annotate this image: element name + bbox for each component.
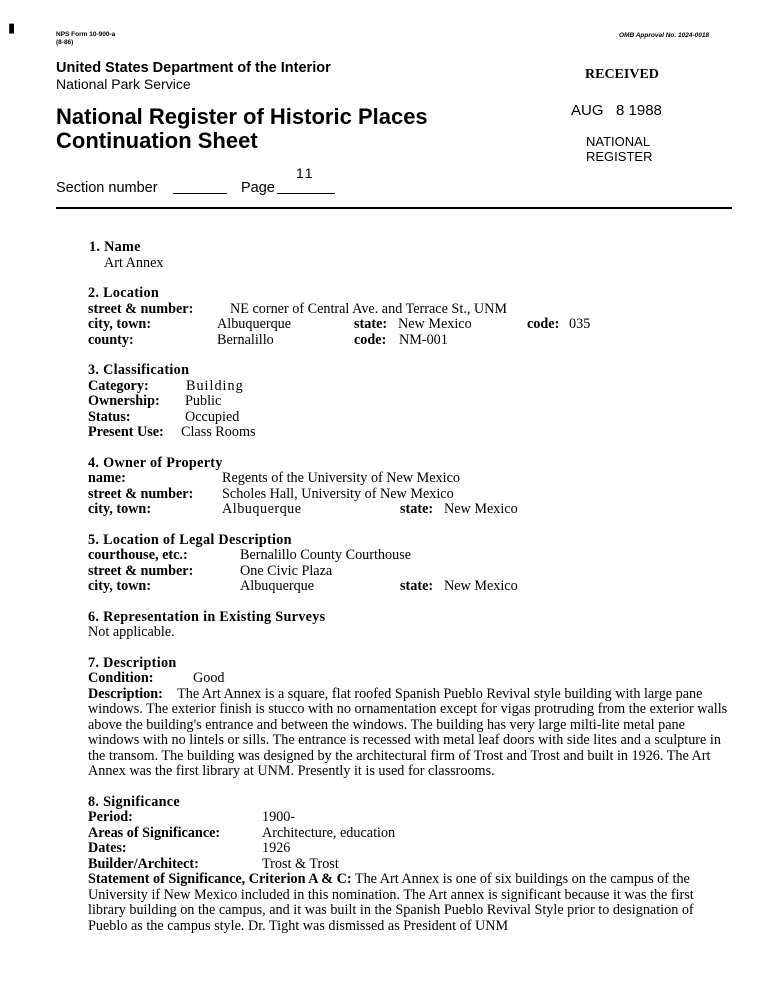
- section-3-heading: 3. Classification: [88, 362, 190, 378]
- category-value: Building: [186, 377, 244, 394]
- owner-name-label: name:: [88, 470, 126, 486]
- legal-state-label: state:: [400, 578, 434, 594]
- section-7-heading: 7. Description: [88, 654, 177, 671]
- form-subtitle: Continuation Sheet: [56, 128, 258, 153]
- punch-mark: ▮: [8, 20, 16, 35]
- legal-street-row: [88, 564, 738, 580]
- county-code-label: code:: [354, 331, 387, 348]
- document-body: [88, 240, 738, 934]
- owner-street-row: [88, 487, 738, 503]
- code-value: 035: [569, 316, 591, 332]
- owner-city-label: city, town:: [88, 501, 152, 517]
- areas-row: [88, 826, 738, 842]
- courthouse-row: [88, 548, 738, 564]
- owner-state-label: state:: [400, 501, 434, 517]
- owner-street-value: Scholes Hall, University of New Mexico: [222, 485, 454, 502]
- section-number-label: Section number: [56, 180, 158, 196]
- description-text: The Art Annex is a square, flat roofed Spanish Pueblo Revival style building with large pane windows. The exterior finish is stucco with no ornamentation except for vigas protruding from the exterior walls above the building's entrance and between the windows. The building has very large milti-lite metal pane windows with no lintels or sills. The entrance is recessed with metal leaf doors with side lites and a sculpture in the transom. The building was designed by the architectural firm of Trost and Trost and built in 1926. The Art Annex was the first library at UNM. Presently it is used for classrooms.: [88, 685, 728, 779]
- owner-city-row: [88, 502, 738, 518]
- category-row: [88, 379, 738, 395]
- legal-city-label: city, town:: [88, 578, 152, 594]
- owner-name-row: [88, 471, 738, 487]
- form-number: NPS Form 10-900-a: [56, 31, 116, 38]
- dates-value: 1926: [262, 840, 291, 856]
- state-value: New Mexico: [398, 316, 472, 332]
- agency-name: United States Department of the Interior: [56, 60, 331, 76]
- bureau-name: National Park Service: [56, 76, 191, 92]
- ownership-row: [88, 394, 738, 410]
- legal-street-label: street & number:: [88, 562, 194, 579]
- received-stamp: RECEIVED: [585, 67, 659, 82]
- omb-approval: OMB Approval No. 1024-0018: [619, 32, 710, 39]
- state-label: state:: [354, 316, 388, 332]
- ownership-label: Ownership:: [88, 393, 160, 409]
- section-5-heading: 5. Location of Legal Description: [88, 531, 292, 548]
- section-6-heading: 6. Representation in Existing Surveys: [88, 608, 326, 625]
- category-label: Category:: [88, 377, 149, 394]
- statement-paragraph: [88, 872, 708, 934]
- period-label: Period:: [88, 809, 133, 825]
- description-paragraph: [88, 687, 728, 780]
- areas-label: Areas of Significance:: [88, 824, 221, 841]
- header-rule: [56, 207, 732, 209]
- builder-label: Builder/Architect:: [88, 855, 199, 872]
- surveys-value: Not applicable.: [88, 624, 175, 640]
- status-value: Occupied: [185, 408, 240, 425]
- condition-row: [88, 671, 738, 687]
- legal-city-value: Albuquerque: [240, 578, 315, 594]
- description-label: Description:: [88, 685, 163, 702]
- form-date: (8-86): [56, 39, 74, 46]
- location-city-row: [88, 317, 738, 333]
- statement-label: Statement of Significance, Criterion A & C:: [88, 871, 352, 887]
- courthouse-value: Bernalillo County Courthouse: [240, 547, 412, 563]
- ownership-value: Public: [185, 393, 222, 409]
- section-number-blank: [173, 193, 227, 194]
- national-stamp: NATIONAL: [586, 134, 651, 149]
- register-stamp: REGISTER: [586, 149, 653, 164]
- county-value: Bernalillo: [217, 331, 274, 348]
- period-value: 1900-: [262, 809, 296, 825]
- condition-label: Condition:: [88, 670, 154, 686]
- present-use-label: Present Use:: [88, 424, 164, 440]
- section-1-heading: 1. Name: [89, 239, 141, 255]
- period-row: [88, 810, 738, 826]
- builder-row: [88, 857, 738, 873]
- courthouse-label: courthouse, etc.:: [88, 547, 188, 563]
- owner-state-value: New Mexico: [444, 501, 518, 517]
- present-use-row: [88, 425, 738, 441]
- section-8-heading: 8. Significance: [88, 793, 180, 810]
- areas-value: Architecture, education: [262, 824, 396, 841]
- dates-row: [88, 841, 738, 857]
- page-label: Page: [241, 180, 275, 196]
- property-name: Art Annex: [104, 254, 164, 271]
- present-use-value: Class Rooms: [181, 424, 256, 440]
- status-label: Status:: [88, 408, 131, 425]
- builder-value: Trost & Trost: [262, 855, 339, 872]
- county-code-value: NM-001: [399, 331, 448, 348]
- section-4-heading: 4. Owner of Property: [88, 454, 223, 471]
- section-2-heading: 2. Location: [88, 285, 160, 301]
- city-value: Albuquerque: [217, 316, 292, 332]
- page-number-blank: [277, 193, 335, 194]
- condition-value: Good: [193, 670, 225, 686]
- form-title: National Register of Historic Places: [56, 104, 428, 129]
- location-street-row: [88, 302, 738, 318]
- county-label: county:: [88, 331, 134, 348]
- street-value: NE corner of Central Ave. and Terrace St., UNM: [230, 300, 508, 317]
- dates-label: Dates:: [88, 840, 127, 856]
- page-number-value: 11: [296, 165, 315, 181]
- owner-street-label: street & number:: [88, 485, 194, 502]
- street-label: street & number:: [88, 300, 194, 317]
- owner-city-value: Albuquerque: [222, 501, 302, 517]
- owner-name-value: Regents of the University of New Mexico: [222, 470, 460, 486]
- legal-street-value: One Civic Plaza: [240, 562, 333, 579]
- legal-city-row: [88, 579, 738, 595]
- status-row: [88, 410, 738, 426]
- statement-text: The Art Annex is one of six buildings on the campus of the University if New Mexico included in this nomination. The Art annex is significant because it was the first library building on the campus, and it was built in the Spanish Pueblo Revival Style prior to designation of Pueblo as the campus style. Dr. Tight was dismissed as President of UNM: [88, 871, 694, 934]
- received-date: AUG 8 1988: [571, 102, 662, 119]
- code-label: code:: [527, 316, 560, 332]
- location-county-row: [88, 333, 738, 349]
- legal-state-value: New Mexico: [444, 578, 518, 594]
- city-label: city, town:: [88, 316, 152, 332]
